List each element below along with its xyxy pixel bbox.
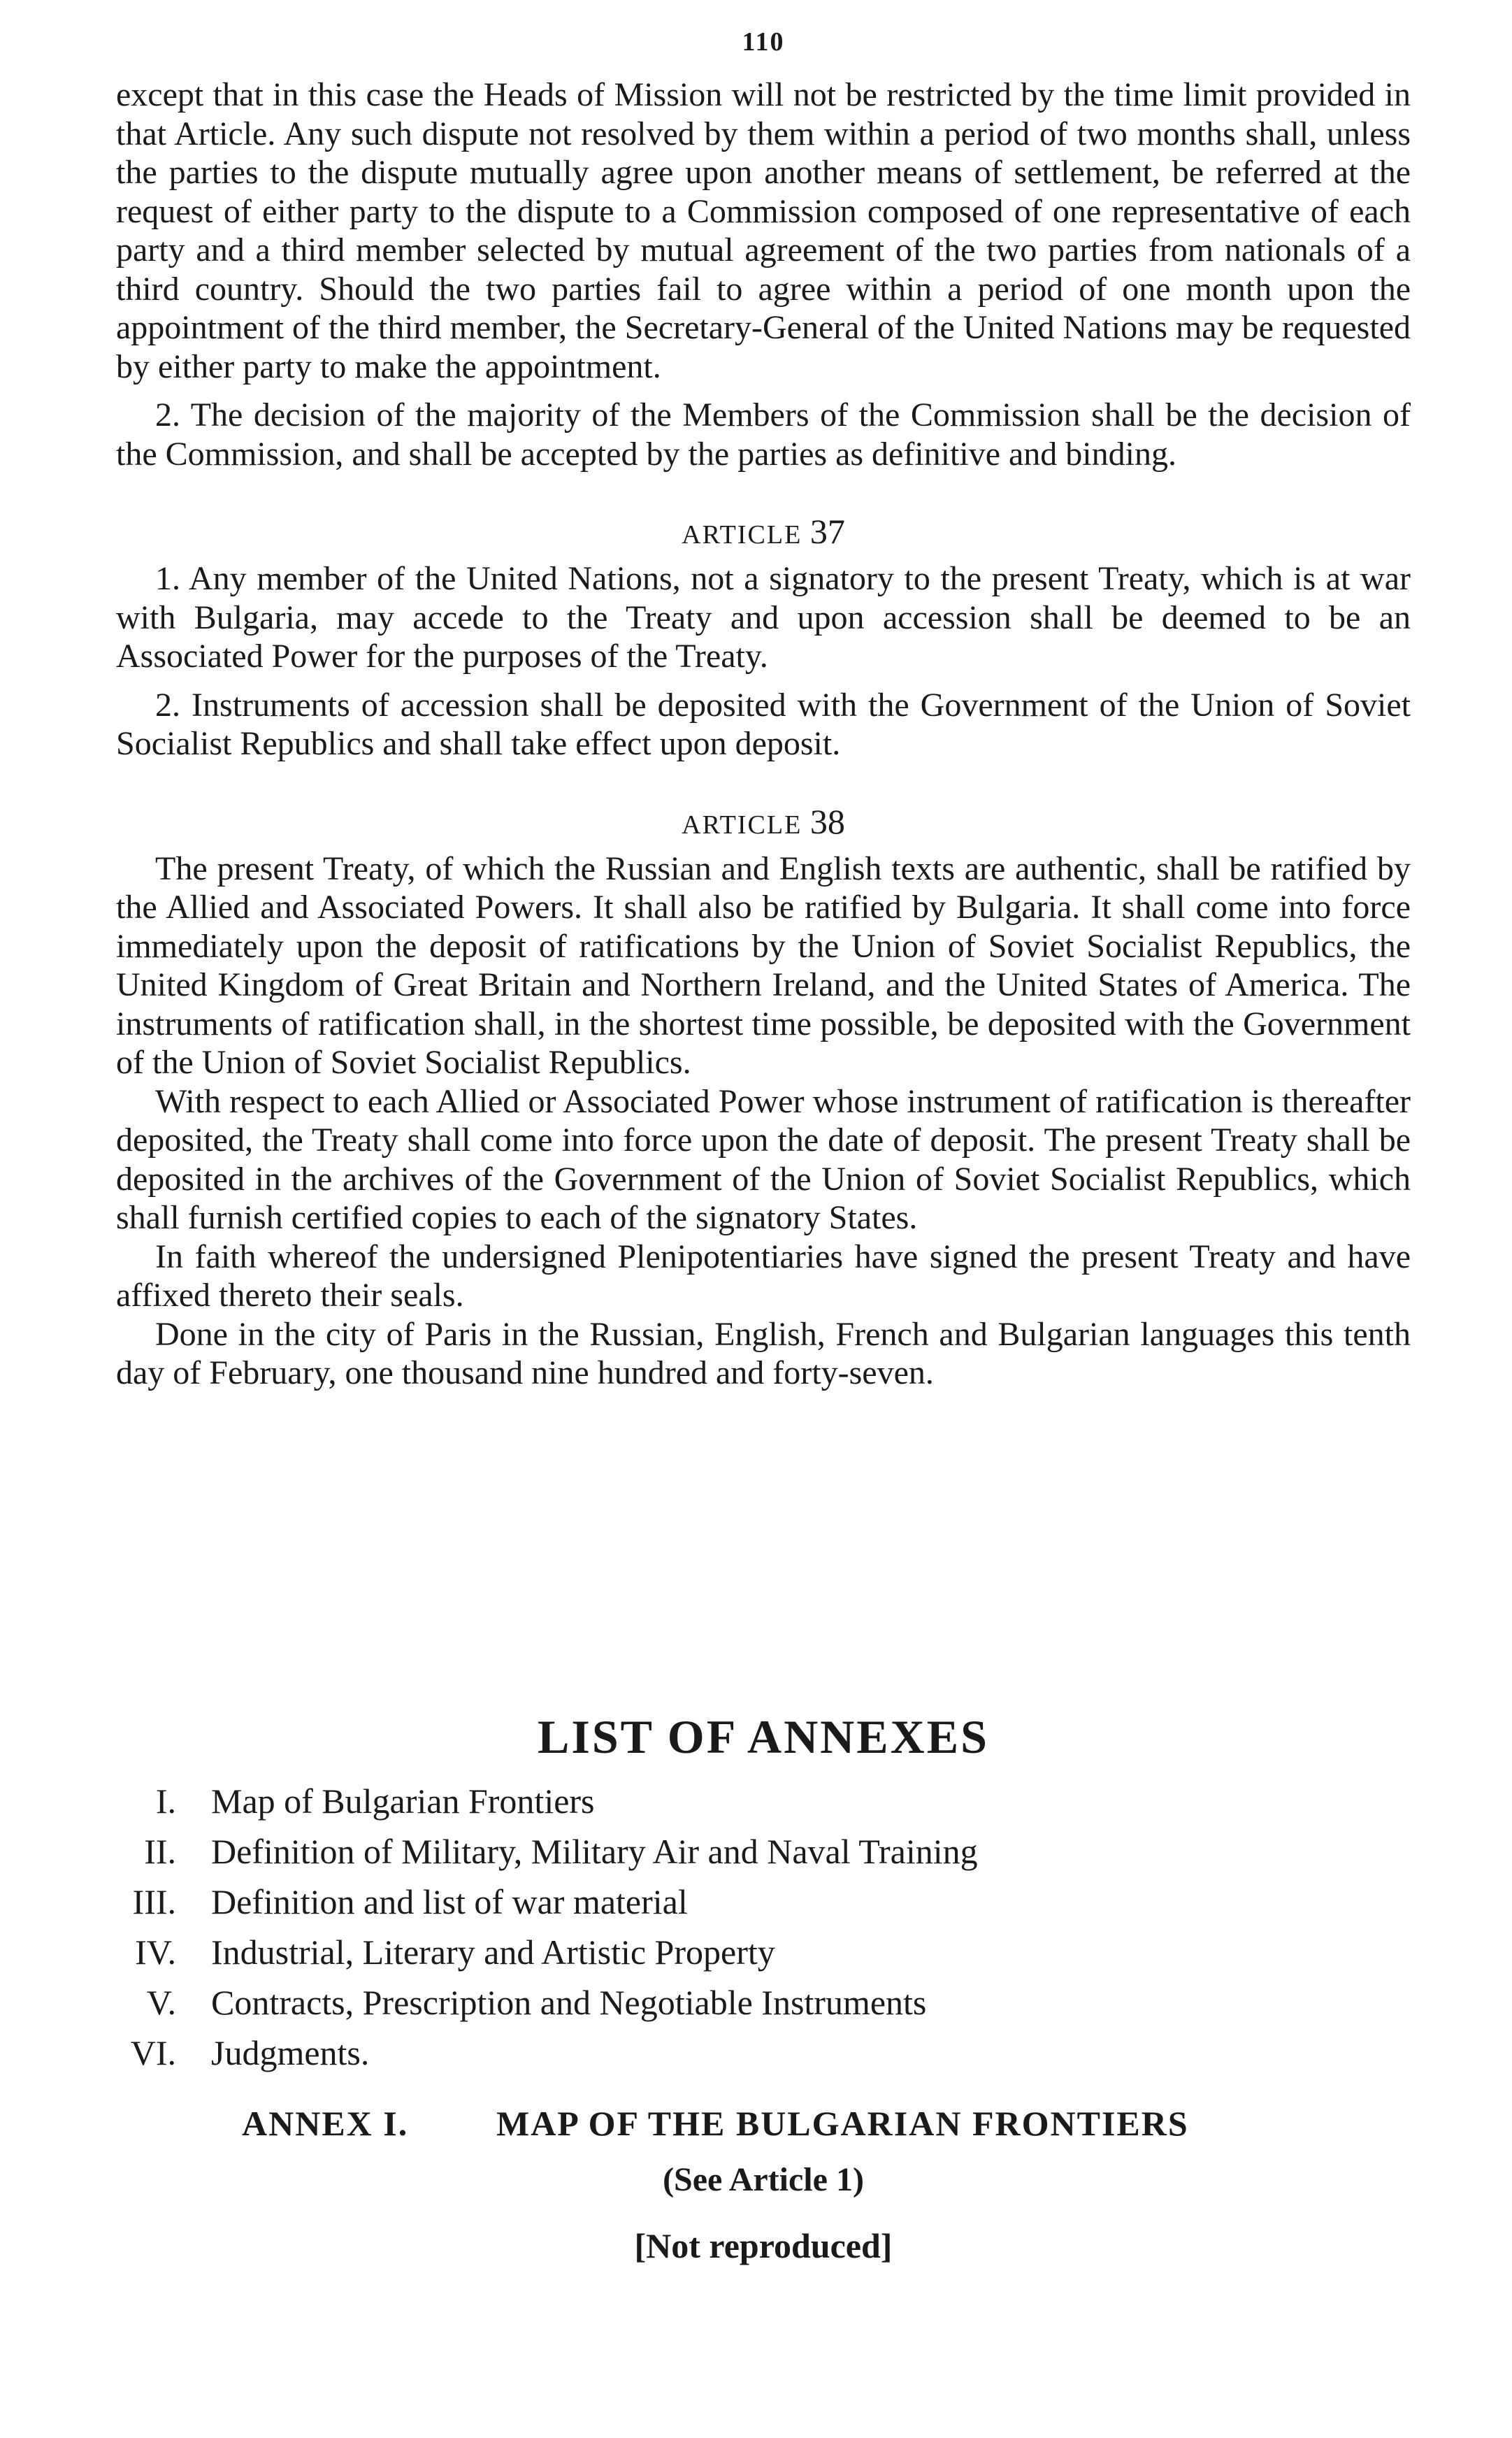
article-38-paragraph-4: Done in the city of Paris in the Russian, English, French and Bulgarian languages this tenth day of February, one thousand nine hundred and forty-seven. [116, 1315, 1411, 1391]
annex-list-item [116, 2028, 1411, 2078]
annex-label: Judgments. [211, 2033, 370, 2072]
annex-label: Contracts, Prescription and Negotiable Instruments [211, 1983, 927, 2022]
annex-list-item [116, 1977, 1411, 2028]
article-38-heading [116, 801, 1411, 842]
annex-1-note: [Not reproduced] [634, 2226, 893, 2265]
annex-roman-numeral: III. [132, 1882, 176, 1921]
annex-roman-numeral: IV. [135, 1933, 176, 1972]
annex-list-item [116, 1776, 1411, 1826]
article-38-paragraph-1: The present Treaty, of which the Russian and English texts are authentic, shall be ratified by the Allied and Associated Powers. It shall also be ratified by Bulgaria. It shall come into force immediately upon the deposit of ratifications by the Union of Soviet Socialist Republics, the United Kingdom of Great Britain and Northern Ireland, and the United States of America. The instruments of ratification shall, in the shortest time possible, be deposited with the Government of the Union of Soviet Socialist Republics. [116, 849, 1411, 1081]
annex-list-item [116, 1826, 1411, 1877]
article-37-number: 37 [809, 512, 845, 551]
article-37-paragraph-1: 1. Any member of the United Nations, not a signatory to the present Treaty, which is at war with Bulgaria, may accede to the Treaty and upon accession shall be deemed to be an Associated Power for the purposes of the Treaty. [116, 560, 1411, 675]
article-37-label: ARTICLE [682, 520, 802, 550]
list-of-annexes-title: LIST OF ANNEXES [538, 1710, 989, 1763]
annex-1-reference: (See Article 1) [663, 2161, 864, 2198]
annex-label: Map of Bulgarian Frontiers [211, 1781, 595, 1821]
page-number: 110 [742, 27, 785, 57]
annex-label: Definition of Military, Military Air and Naval Training [211, 1832, 978, 1871]
article36-paragraph-2: 2. The decision of the majority of the Members of the Commission shall be the decision of the Commission, and shall be accepted by the parties as definitive and binding. [116, 396, 1411, 473]
annex-label: Definition and list of war material [211, 1882, 688, 1921]
article-38-label: ARTICLE [682, 810, 802, 840]
body-text [116, 76, 1411, 1403]
annex-roman-numeral: V. [146, 1983, 176, 2022]
annex-label: Industrial, Literary and Artistic Property [211, 1933, 775, 1972]
article-38-number: 38 [809, 801, 845, 841]
annex-1-number: ANNEX I. [242, 2104, 409, 2143]
article-38-paragraph-3: In faith whereof the undersigned Plenipotentiaries have signed the present Treaty and have affixed thereto their seals. [116, 1238, 1411, 1314]
annex-roman-numeral: VI. [130, 2033, 176, 2072]
article-37-paragraph-2: 2. Instruments of accession shall be deposited with the Government of the Union of Soviet Socialist Republics and shall take effect upon deposit. [116, 686, 1411, 762]
article-37-heading [116, 514, 1411, 552]
annex-roman-numeral: I. [155, 1781, 176, 1821]
annex-list-item [116, 1927, 1411, 1977]
annex-roman-numeral: II. [144, 1832, 176, 1871]
article-38-paragraph-2: With respect to each Allied or Associated Power whose instrument of ratification is thereafter deposited, the Treaty shall come into force upon the date of deposit. The present Treaty shall be deposited in the archives of the Government of the Union of Soviet Socialist Republics, which shall furnish certified copies to each of the signatory States. [116, 1082, 1411, 1236]
annex-list-item [116, 1877, 1411, 1927]
article36-continuation: except that in this case the Heads of Mission will not be restricted by the time limit provided in that Article. Any such dispute not resolved by them within a period of two months shall, unless the parties to the dispute mutually agree upon another means of settlement, be referred at the request of either party to the dispute to a Commission composed of one representative of each party and a third member selected by mutual agreement of the two parties from nationals of a third country. Should the two parties fail to agree within a period of one month upon the appointment of the third member, the Secretary-General of the United Nations may be requested by either party to make the appointment. [116, 76, 1411, 385]
annex-1-title: MAP OF THE BULGARIAN FRONTIERS [496, 2104, 1189, 2143]
annex-list [116, 1776, 1411, 2078]
